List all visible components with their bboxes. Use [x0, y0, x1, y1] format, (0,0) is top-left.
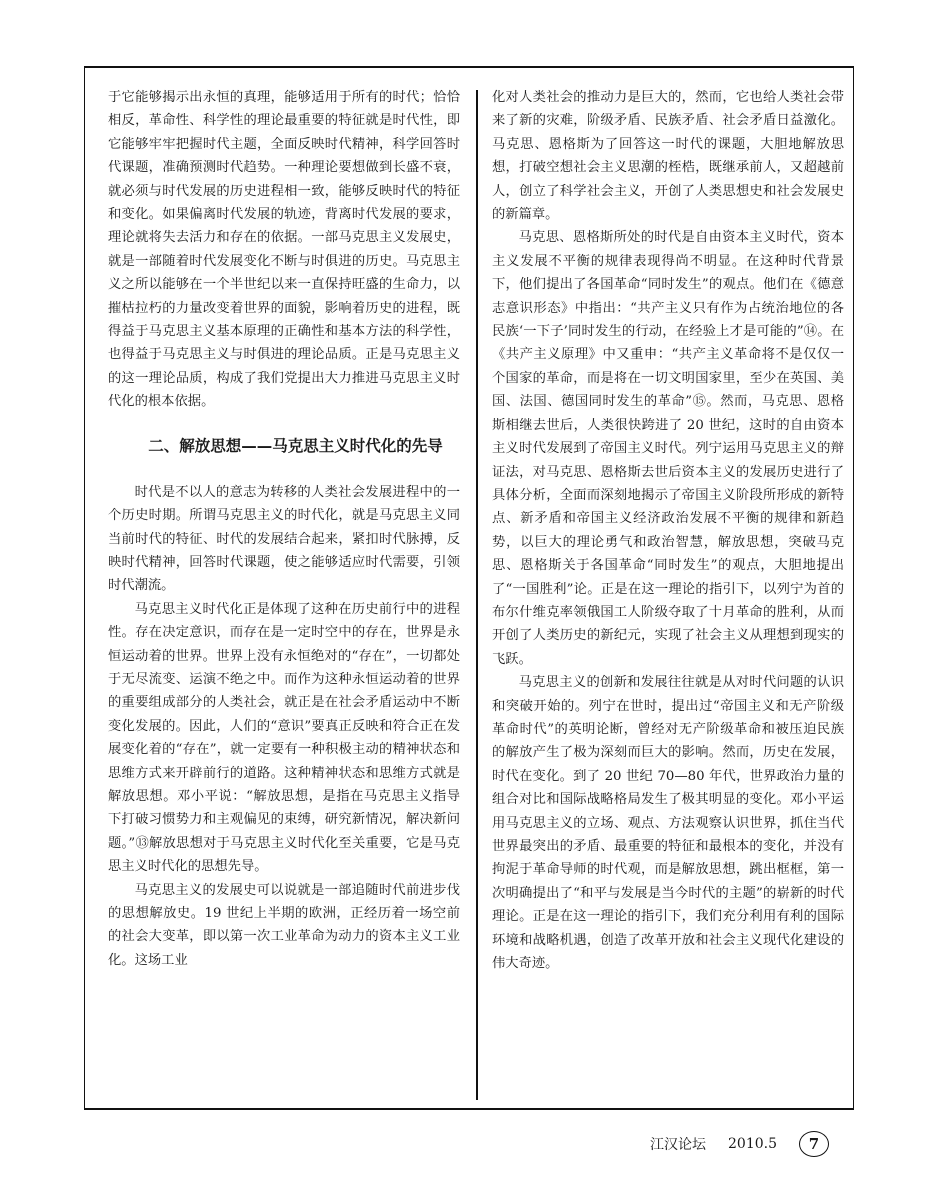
paragraph: 时代是不以人的意志为转移的人类社会发展进程中的一个历史时期。所谓马克思主义的时代化，就是马克思主义同当前时代的特征、时代的发展结合起来，紧扣时代脉搏，反映时代精神，回答时代课题，使之能够适应时代需要，引领时代潮流。 — [108, 484, 460, 594]
page-number: 7 — [799, 1131, 829, 1157]
page-footer — [650, 1129, 829, 1159]
paragraph: 马克思、恩格斯所处的时代是自由资本主义时代，资本主义发展不平衡的规律表现得尚不明显。在这种时代背景下，他们提出了各国革命“同时发生”的观点。他们在《德意志意识形态》中指出：“共产主义只有作为占统治地位的各民族‘一下子’同时发生的行动，在经验上才是可能的”⑭。在《共产主义原理》中又重申：“共产主义革命将不是仅仅一个国家的革命，而是将在一切文明国家里，至少在英国、美国、法国、德国同时发生的革命”⑮。然而，马克思、恩格斯相继去世后，人类很快跨进了 20 世纪，这时的自由资本主义时代发展到了帝国主义时代。列宁运用马克思主义的辩证法，对马克思、恩格斯去世后资本主义的发展历史进行了具体分析，全面而深刻地揭示了帝国主义阶段所形成的新特点、新矛盾和帝国主义经济政治发展不平衡的规律和新趋势，以巨大的理论勇气和政治智慧，解放思想，突破马克思、恩格斯关于各国革命“同时发生”的观点，大胆地提出了“一国胜利”论。正是在这一理论的指引下，以列宁为首的布尔什维克率领俄国工人阶级夺取了十月革命的胜利，从而开创了人类历史的新纪元，实现了社会主义从理想到现实的飞跃。 — [492, 230, 844, 667]
paragraph: 马克思主义的创新和发展往往就是从对时代问题的认识和突破开始的。列宁在世时，提出过“帝国主义和无产阶级革命时代”的英明论断，曾经对无产阶级革命和被压迫民族的解放产生了极为深刻而巨大的影响。然而，历史在发展，时代在变化。到了 20 世纪 70—80 年代，世界政治力量的组合对比和国际战略格局发生了极其明显的变化。邓小平运用马克思主义的立场、观点、方法观察认识世界，抓住当代世界最突出的矛盾、最重要的特征和最根本的变化，并没有拘泥于革命导师的时代观，而是解放思想，跳出框框，第一次明确提出了“和平与发展是当今时代的主题”的崭新的时代理论。正是在这一理论的指引下，我们充分利用有利的国际环境和战略机遇，创造了改革开放和社会主义现代化建设的伟大奇迹。 — [492, 675, 844, 972]
paragraph: 马克思主义的发展史可以说就是一部追随时代前进步伐的思想解放史。19 世纪上半期的欧洲，正经历着一场空前的社会大变革，即以第一次工业革命为动力的资本主义工业化。这场工业 — [108, 882, 460, 968]
right-column — [492, 86, 844, 975]
journal-name: 江汉论坛 — [650, 1137, 706, 1153]
issue-number: 2010.5 — [728, 1136, 777, 1152]
paragraph: 于它能够揭示出永恒的真理，能够适用于所有的时代；恰恰相反，革命性、科学性的理论最重要的特征就是时代性，即它能够牢牢把握时代主题，全面反映时代精神，科学回答时代课题，准确预测时代趋势。一种理论要想做到长盛不衰，就必须与时代发展的历史进程相一致，能够反映时代的特征和变化。如果偏离时代发展的轨迹，背离时代发展的要求，理论就将失去活力和存在的依据。一部马克思主义发展史，就是一部随着时代发展变化不断与时俱进的历史。马克思主义之所以能够在一个半世纪以来一直保持旺盛的生命力，以摧枯拉朽的力量改变着世界的面貌，影响着历史的进程，既得益于马克思主义基本原理的正确性和基本方法的科学性，也得益于马克思主义与时俱进的理论品质。正是马克思主义的这一理论品质，构成了我们党提出大力推进马克思主义时代化的根本依据。 — [108, 90, 460, 410]
left-column — [108, 86, 460, 972]
section-heading: 二、解放思想——马克思主义时代化的先导 — [148, 436, 443, 455]
paragraph: 马克思主义时代化正是体现了这种在历史前行中的进程性。存在决定意识，而存在是一定时空中的存在，世界是永恒运动着的世界。世界上没有永恒绝对的“存在”，一切都处于无尽流变、运演不绝之中。而作为这种永恒运动着的世界的重要组成部分的人类社会，就正是在社会矛盾运动中不断变化发展的。因此，人们的“意识”要真正反映和符合正在发展变化着的“存在”，就一定要有一种积极主动的精神状态和思维方式来开辟前行的道路。这种精神状态和思维方式就是解放思想。邓小平说：“解放思想，是指在马克思主义指导下打破习惯势力和主观偏见的束缚，研究新情况，解决新问题。”⑬解放思想对于马克思主义时代化至关重要，它是马克思主义时代化的思想先导。 — [108, 601, 460, 875]
paragraph: 化对人类社会的推动力是巨大的，然而，它也给人类社会带来了新的灾难，阶级矛盾、民族矛盾、社会矛盾日益激化。马克思、恩格斯为了回答这一时代的课题，大胆地解放思想，打破空想社会主义思潮的桎梏，既继承前人，又超越前人，创立了科学社会主义，开创了人类思想史和社会发展史的新篇章。 — [492, 90, 844, 223]
column-divider — [476, 90, 478, 1100]
